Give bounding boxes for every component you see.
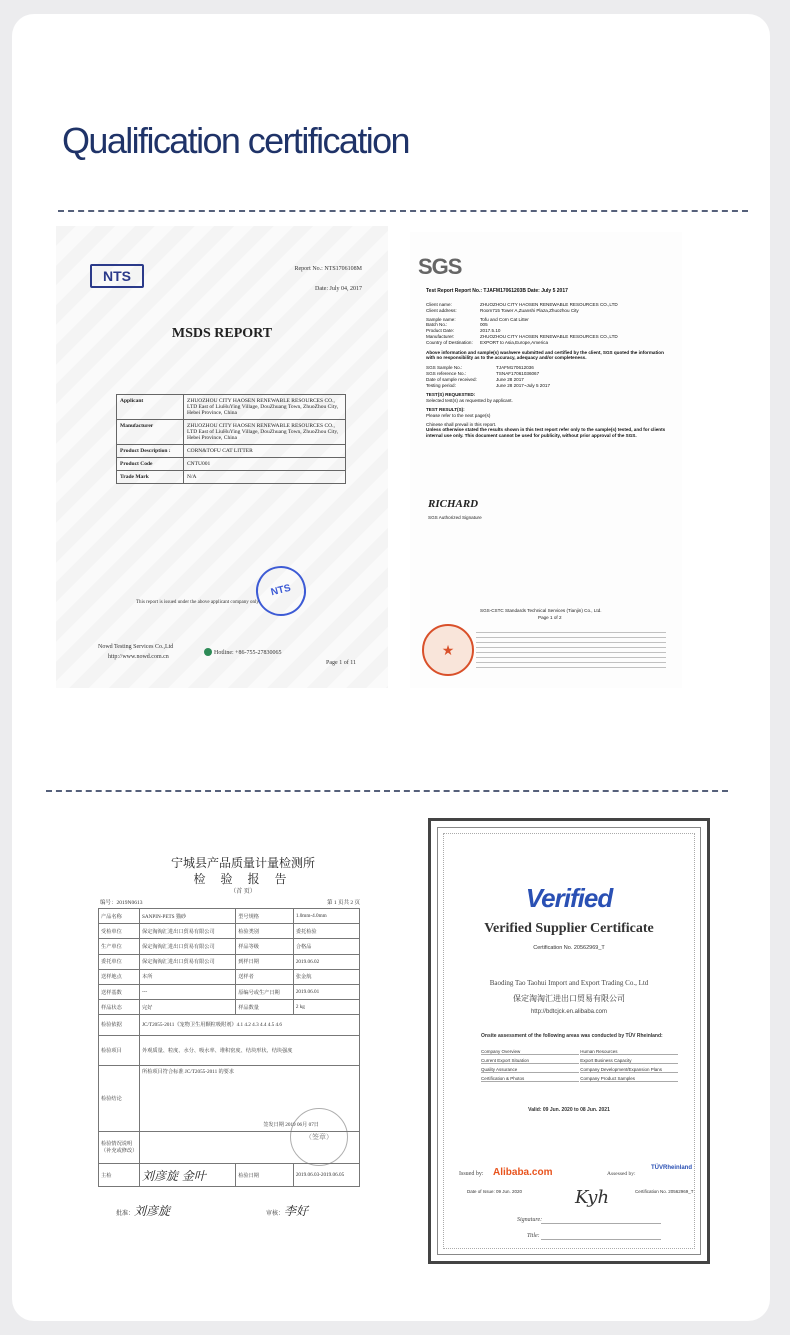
table-cell: 检验日期 (236, 1164, 294, 1187)
field-key: Client name: (426, 302, 452, 307)
signature-scribble: Kyh (575, 1187, 610, 1208)
area-item: Certification & Photos (481, 1076, 579, 1082)
field-key: Client address: (426, 307, 457, 313)
table-cell: 生产单位 (99, 939, 140, 954)
certificate-heading: Verified Supplier Certificate (484, 921, 654, 936)
table-cell: 本所 (140, 969, 236, 984)
field-key: SGS Sample No.: (426, 365, 463, 371)
sgs-statement: Above information and sample(s) was/were submitted and certified by the client, SGS quoted the information with no responsibility as to the accuracy, adequacy and/or completeness. (426, 349, 664, 361)
hotline: Hotline: +86-755-27830065 (214, 650, 282, 656)
field-value: June 28 2017~July 5 2017 (496, 382, 551, 388)
table-key: Trade Mark (117, 471, 184, 484)
table-cell: 完好 (140, 1000, 236, 1015)
table-row (99, 909, 360, 924)
table-cell: 主检 (99, 1164, 140, 1187)
auditor-label: 审核： (266, 1211, 285, 1217)
table-cell: 张金航 (293, 969, 359, 984)
sgs-report-image (410, 232, 682, 688)
signature-line (541, 1223, 661, 1224)
table-row (99, 1035, 360, 1065)
approver-signature: 刘彦旋 (134, 1204, 171, 1218)
inspection-report-image (94, 814, 392, 1272)
nts-logo: NTS (90, 264, 144, 288)
signature-label: Signature: (517, 1217, 543, 1223)
report-date: Date: July 04, 2017 (315, 286, 362, 292)
area-item: Current Export Situation (481, 1058, 579, 1064)
sgs-seal-icon: ★ (422, 624, 474, 676)
area-item: Company Development/Expansion Plans (580, 1067, 678, 1073)
field-key: SGS reference No.: (426, 370, 467, 376)
sgs-auth-label: SGS Authorized Signature (428, 515, 482, 520)
table-cell: 型号规格 (236, 909, 294, 924)
table-cell: 2019.06.02 (293, 954, 359, 969)
verified-logo: Verified (525, 883, 613, 913)
table-value: ZHUOZHOU CITY HAOSEN RENEWABLE RESOURCES CO., LTD East of LiuHuYing Village, DouZhuang Town, ZhuoZhou City, Hebei Province, China (184, 420, 346, 445)
area-item: Quality Assurance (481, 1067, 579, 1073)
field-value: 005 (480, 322, 488, 328)
top-divider (58, 210, 748, 212)
sgs-footer: SGS-CSTC Standards Technical Services (Tianjin) Co., Ltd. (480, 608, 602, 613)
table-cell: 样品数量 (236, 1000, 294, 1015)
area-item: Human Resources (580, 1049, 678, 1055)
table-cell: JC/T2055-2011《宠物卫生用颗粒吸附剂》4.1 4.2 4.3 4.4 4.5 4.6 (140, 1015, 360, 1035)
table-row (99, 984, 360, 999)
sgs-fine-print (476, 632, 666, 668)
table-cell: 委托单位 (99, 954, 140, 969)
auditor (266, 1202, 308, 1219)
page-title: Qualification certification (62, 120, 409, 161)
sgs-meta: Test Report Report No.: TJAFM17061203B Date: July 5 2017 (426, 288, 568, 294)
table-cell: 送样基数 (99, 984, 140, 999)
table-cell: 样品等级 (236, 939, 294, 954)
table-value: ZHUOZHOU CITY HAOSEN RENEWABLE RESOURCES CO., LTD East of LiuHuYing Village, DouZhuang Town, ZhuoZhou City, Hebei Province, China (184, 395, 346, 420)
table-cell: 受检单位 (99, 924, 140, 939)
table-row (99, 969, 360, 984)
certificate-number-footer: Certification No. 20562969_T (635, 1189, 694, 1194)
unless-statement: Unless otherwise stated the results shown in this test report refer only to the sample(s) tested, and for clients internal use only. This document cannot be used for publicity, without prior approval of the SGS. (426, 427, 666, 439)
field-key: Manufacturer: (426, 333, 455, 339)
phone-icon (204, 648, 212, 656)
table-row (117, 471, 346, 484)
company-url: http://bdtcjck.en.alibaba.com (530, 1009, 608, 1015)
sgs-signature: RICHARD (428, 498, 479, 510)
verified-certificate-image (428, 818, 710, 1264)
field-value: June 28 2017 (496, 376, 524, 382)
report-number: Report No.: NTS1706108M (294, 266, 362, 272)
onsite-statement: Onsite assessment of the following areas was conducted by TÜV Rheinland: (481, 1033, 663, 1039)
approver (116, 1202, 170, 1219)
sgs-logo: SGS (418, 254, 462, 279)
table-row (117, 445, 346, 458)
report-title: 检 验 报 告 (193, 872, 293, 886)
table-cell: 合格品 (293, 939, 359, 954)
msds-table (116, 394, 346, 484)
table-cell: 样品状态 (99, 1000, 140, 1015)
table-cell: SANPIN-PETS 猫砂 (140, 909, 236, 924)
chinese-note: Chinese shall prevail in this report. (426, 421, 497, 427)
sgs-fields (426, 302, 666, 439)
tuv-logo: TÜVRheinland (651, 1165, 693, 1171)
validity: Valid: 09 Jun. 2020 to 08 Jun. 2021 (528, 1107, 610, 1113)
table-cell: 2 kg (293, 1000, 359, 1015)
table-cell: 委托检验 (293, 924, 359, 939)
field-key: Date of sample received: (426, 376, 477, 382)
msds-report-image (56, 226, 388, 688)
table-cell: 外观质量、粒度、水分、吸水率、堆积密度、结块形状、结块强度 (140, 1035, 360, 1065)
company-name-en: Baoding Tao Taohui Import and Export Trading Co., Ltd (489, 979, 649, 987)
report-subtitle: （首 页） (230, 889, 256, 895)
approver-label: 批准： (116, 1211, 135, 1217)
assessment-areas (481, 1049, 681, 1085)
area-item: Export Business Capacity (580, 1058, 678, 1064)
assessed-by-label: Assessed by: (607, 1171, 636, 1177)
conclusion-text: 所检项目符合标准 JC/T2055-2011 的要求 (142, 1069, 235, 1076)
table-value: CNTU001 (184, 458, 346, 471)
area-item: Company Product Samples (580, 1076, 678, 1082)
table-key: Manufacturer (117, 420, 184, 445)
table-cell: 保定淘淘汇进出口贸易有限公司 (140, 939, 236, 954)
footer-company: Nowd Testing Services Co.,Ltd (98, 644, 174, 650)
field-value: Room715 Tower A,Zuanshi Plaza,Zhuozhou City (480, 307, 579, 313)
field-value: TJAFM170612036 (496, 365, 534, 371)
field-key: Batch No.: (426, 322, 448, 328)
field-value: Tofu and Corn Cat Litter (480, 316, 529, 322)
table-value: CORN&TOFU CAT LITTER (184, 445, 346, 458)
certificate-number: Certification No. 20562969_T (533, 945, 605, 951)
table-cell: --- (140, 984, 236, 999)
table-row (99, 1015, 360, 1035)
tests-requested-heading: TEST(S) REQUESTED: (426, 392, 476, 398)
auditor-signature: 李好 (284, 1204, 309, 1218)
issued-by-label: Issued by: (459, 1171, 484, 1177)
field-key: Country of Destination: (426, 339, 473, 345)
sign-date: 签发日期 2019 06月 07日 (263, 1121, 319, 1128)
sgs-footer-page: Page 1 of 2 (538, 615, 562, 620)
field-value: ZHUOZHOU CITY HAOSEN RENEWABLE RESOURCES CO.,LTD (480, 302, 618, 307)
table-cell: 送样者 (236, 969, 294, 984)
test-results-heading: TEST RESULT(S): (426, 406, 465, 412)
table-row (99, 924, 360, 939)
table-row (99, 939, 360, 954)
table-value: N/A (184, 471, 346, 484)
middle-divider (46, 790, 728, 792)
report-number: 编号：2019N0613 (100, 900, 143, 906)
field-key: Product Date: (426, 328, 455, 334)
area-item: Company Overview (481, 1049, 579, 1055)
field-key: Testing period: (426, 382, 456, 388)
report-heading: MSDS REPORT (171, 326, 273, 341)
signed-note: This report is issued under the above applicant company only. (136, 600, 260, 605)
title-label: Title: (527, 1233, 540, 1239)
table-row (117, 458, 346, 471)
institute-title: 宁城县产品质量计量检测所 (170, 856, 315, 870)
date-of-issue: Date of Issue: 09 Jun. 2020 (467, 1189, 523, 1194)
field-key: Sample name: (426, 316, 456, 322)
table-cell: 检验结论 (99, 1065, 140, 1131)
table-cell: 2019.06.03-2019.06.05 (293, 1164, 359, 1187)
table-row (99, 1000, 360, 1015)
table-row (117, 420, 346, 445)
field-value: ZHUOZHOU CITY HAOSEN RENEWABLE RESOURCES CO.,LTD (480, 333, 618, 339)
table-cell: 原编号或生产日期 (236, 984, 294, 999)
page-number: Page 1 of 11 (326, 660, 356, 666)
table-cell: 保定淘淘汇进出口贸易有限公司 (140, 954, 236, 969)
table-cell: 产品名称 (99, 909, 140, 924)
table-row (117, 395, 346, 420)
table-cell: 保定淘淘汇进出口贸易有限公司 (140, 924, 236, 939)
table-key: Product Description : (117, 445, 184, 458)
page-card (12, 14, 770, 1321)
nts-stamp: NTS (251, 561, 312, 622)
test-results: Please refer to the next page(s) (426, 412, 491, 418)
table-key: Product Code (117, 458, 184, 471)
page-number: 第 1 页共 2 页 (326, 900, 360, 906)
company-name-cn: 保定淘淘汇进出口贸易有限公司 (513, 994, 625, 1003)
table-cell: 检验情况说明（补充或修改） (99, 1131, 140, 1163)
table-cell: 到样日期 (236, 954, 294, 969)
table-cell: 1.0mm-4.0mm (293, 909, 359, 924)
inspection-seal: （签章） (290, 1108, 348, 1166)
tests-requested: Selected test(s) as requested by applicant. (426, 398, 513, 404)
table-cell: 检验依据 (99, 1015, 140, 1035)
table-cell: 送样地点 (99, 969, 140, 984)
table-cell: 刘彦旋 金叶 (140, 1164, 236, 1187)
table-cell: 检验类别 (236, 924, 294, 939)
title-line (541, 1239, 661, 1240)
table-cell: 2019.06.01 (293, 984, 359, 999)
field-value: 2017.5.10 (480, 328, 501, 334)
alibaba-logo: Alibaba.com (493, 1167, 553, 1178)
field-value: TSNAF17061036067 (496, 370, 540, 376)
table-key: Applicant (117, 395, 184, 420)
footer-url: http://www.nowd.com.cn (108, 654, 169, 660)
table-cell: 检验项目 (99, 1035, 140, 1065)
field-value: EXPORT to Asia,Europe,America (480, 339, 549, 345)
table-row (99, 954, 360, 969)
table-row (99, 1164, 360, 1187)
